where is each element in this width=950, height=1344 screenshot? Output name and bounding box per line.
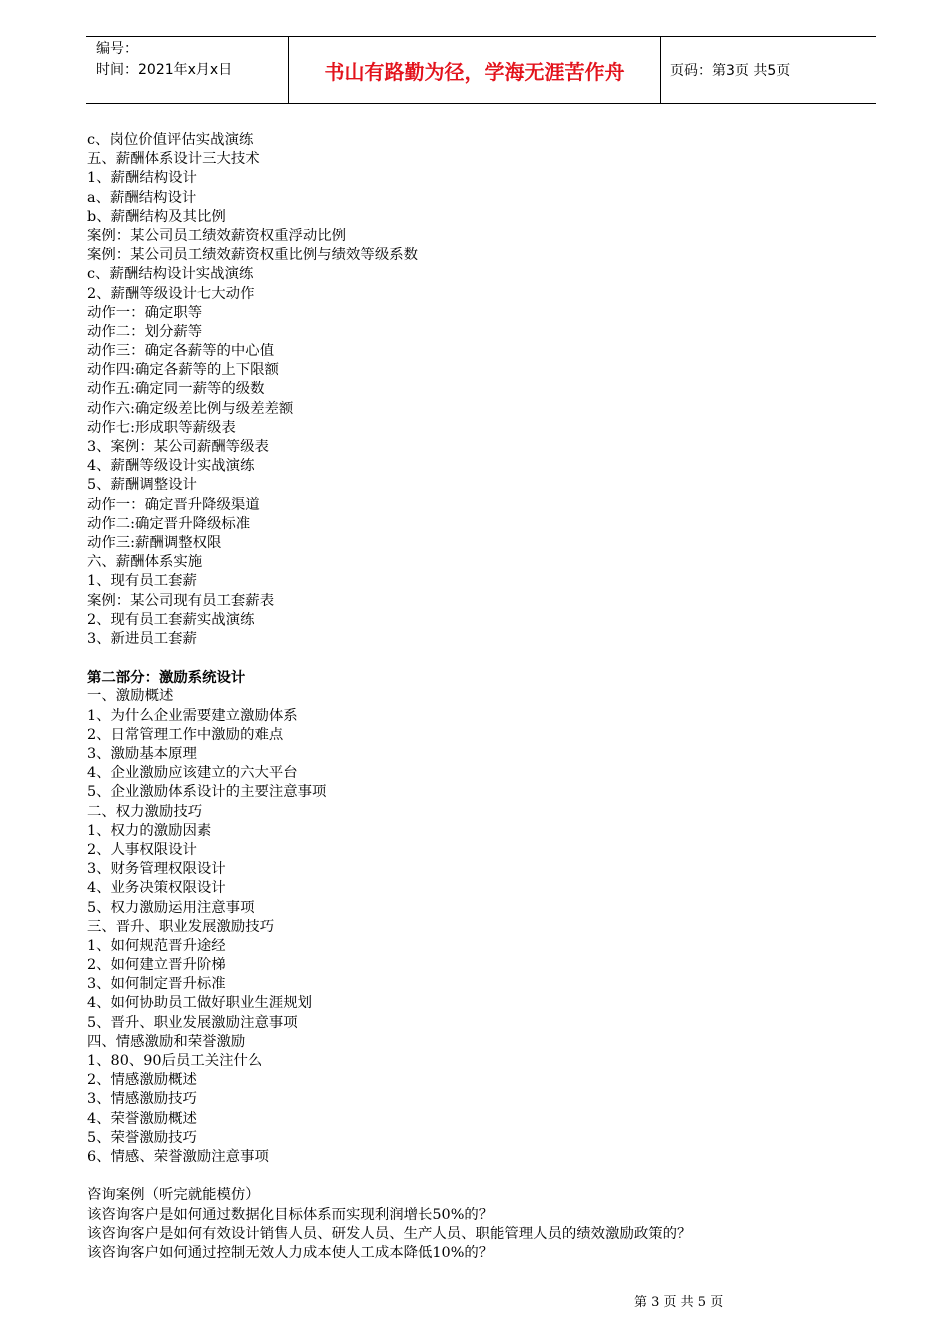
text-line: 动作一：确定晋升降级渠道	[87, 496, 260, 513]
text-line: 该咨询客户如何通过控制无效人力成本使人工成本降低10%的？	[87, 1244, 494, 1261]
header-page-info: 页码：第3页 共5页	[670, 63, 791, 79]
page-footer: 第 3 页 共 5 页	[634, 1295, 724, 1310]
text-line: 1、为什么企业需要建立激励体系	[87, 707, 298, 724]
text-line: 4、荣誉激励概述	[87, 1110, 197, 1127]
text-line: 5、权力激励运用注意事项	[87, 899, 255, 916]
spacer	[87, 649, 877, 668]
text-line: 该咨询客户是如何有效设计销售人员、研发人员、生产人员、职能管理人员的绩效激励政策的？	[87, 1225, 692, 1242]
text-line: a、薪酬结构设计	[87, 189, 197, 206]
text-line: 2、情感激励概述	[87, 1072, 197, 1089]
section-consulting-cases	[87, 1186, 877, 1263]
text-line: 2、薪酬等级设计七大动作	[87, 285, 255, 302]
text-line: 动作二：划分薪等	[87, 323, 203, 340]
text-line: 1、现有员工套薪	[87, 573, 197, 590]
text-line: 1、如何规范晋升途经	[87, 937, 226, 954]
text-line: c、岗位价值评估实战演练	[87, 132, 254, 148]
text-line: 6、情感、荣誉激励注意事项	[87, 1148, 269, 1165]
time-label: 时间：2021年x月x日	[96, 62, 233, 78]
text-line: 2、现有员工套薪实战演练	[87, 611, 255, 628]
text-line: 案例：某公司现有员工套薪表	[87, 592, 275, 609]
text-line: 3、财务管理权限设计	[87, 861, 226, 878]
text-line: 动作六:确定级差比例与级差差额	[87, 400, 294, 417]
text-line: 3、情感激励技巧	[87, 1091, 197, 1108]
text-line: 5、晋升、职业发展激励注意事项	[87, 1014, 298, 1031]
text-line: 三、晋升、职业发展激励技巧	[87, 918, 275, 935]
document-body	[87, 131, 877, 1263]
page-header	[86, 36, 876, 104]
text-line: 4、业务决策权限设计	[87, 880, 226, 897]
text-line: 五、薪酬体系设计三大技术	[87, 151, 260, 168]
text-line: 案例：某公司员工绩效薪资权重比例与绩效等级系数	[87, 247, 418, 264]
text-line: 2、人事权限设计	[87, 841, 197, 858]
text-line: 动作三：确定各薪等的中心值	[87, 343, 275, 360]
text-line: 动作二:确定晋升降级标准	[87, 515, 251, 532]
text-line: 5、荣誉激励技巧	[87, 1129, 197, 1146]
text-line: 4、企业激励应该建立的六大平台	[87, 765, 298, 782]
text-line: 5、企业激励体系设计的主要注意事项	[87, 784, 327, 801]
text-line: 3、激励基本原理	[87, 746, 197, 762]
text-line: c、薪酬结构设计实战演练	[87, 266, 254, 283]
text-line: 4、薪酬等级设计实战演练	[87, 458, 255, 475]
text-line: 该咨询客户是如何通过数据化目标体系而实现利润增长50%的？	[87, 1206, 494, 1223]
text-line: 一、激励概述	[87, 688, 174, 705]
text-line: 动作三:薪酬调整权限	[87, 534, 222, 551]
text-line: 2、如何建立晋升阶梯	[87, 957, 226, 974]
text-line: 5、薪酬调整设计	[87, 477, 197, 494]
header-motto: 书山有路勤为径，学海无涯苦作舟	[288, 37, 661, 103]
section-incentive-design	[87, 687, 877, 1167]
section-salary-design	[87, 131, 877, 649]
text-line: b、薪酬结构及其比例	[87, 208, 226, 225]
text-line: 动作五:确定同一薪等的级数	[87, 381, 265, 398]
text-line: 二、权力激励技巧	[87, 803, 203, 820]
text-line: 动作七:形成职等薪级表	[87, 419, 236, 436]
text-line: 1、薪酬结构设计	[87, 170, 197, 187]
spacer	[87, 1167, 877, 1186]
text-line: 3、新进员工套薪	[87, 630, 197, 647]
text-line: 1、80、90后员工关注什么	[87, 1053, 263, 1069]
text-line: 案例：某公司员工绩效薪资权重浮动比例	[87, 227, 347, 244]
text-line: 3、案例：某公司薪酬等级表	[87, 439, 269, 455]
text-line: 2、日常管理工作中激励的难点	[87, 726, 284, 743]
text-line: 六、薪酬体系实施	[87, 554, 203, 571]
header-left-cell	[86, 37, 288, 103]
part2-title: 第二部分：激励系统设计	[87, 669, 246, 687]
text-line: 咨询案例（听完就能模仿）	[87, 1187, 260, 1204]
text-line: 4、如何协助员工做好职业生涯规划	[87, 995, 313, 1012]
text-line: 动作一：确定职等	[87, 304, 203, 321]
text-line: 1、权力的激励因素	[87, 822, 212, 839]
text-line: 四、情感激励和荣誉激励	[87, 1033, 246, 1050]
text-line: 3、如何制定晋升标准	[87, 976, 226, 993]
text-line: 动作四:确定各薪等的上下限额	[87, 362, 279, 379]
number-label: 编号：	[96, 41, 138, 57]
